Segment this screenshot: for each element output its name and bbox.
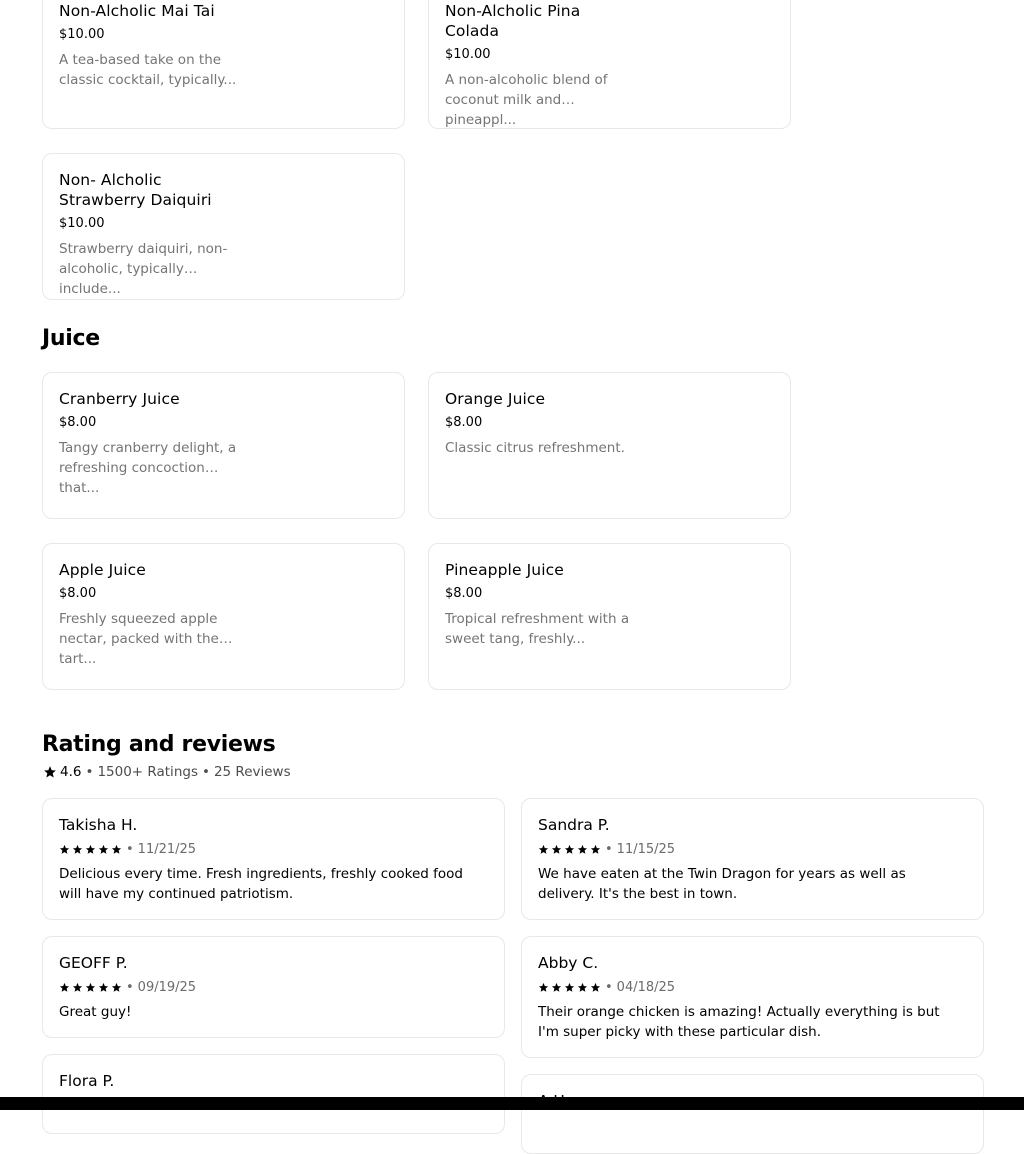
review-card[interactable] [521, 798, 984, 920]
menu-item-name: Orange Juice [445, 390, 546, 408]
review-text: Great guy! [59, 1004, 132, 1020]
review-date: 11/15/25 [616, 841, 676, 857]
star-icon [72, 982, 83, 993]
separator-dot: • [126, 841, 134, 857]
menu-item-name: Pineapple Juice [445, 561, 564, 579]
review-card[interactable] [42, 936, 505, 1038]
ratings-count: 1500+ Ratings [97, 764, 198, 780]
menu-item-price: $10.00 [59, 27, 105, 42]
review-meta [538, 978, 967, 996]
star-icon [538, 844, 549, 855]
menu-item-price: $8.00 [445, 586, 483, 601]
menu-item-price: $10.00 [445, 47, 491, 62]
menu-item-price: $8.00 [59, 586, 97, 601]
menu-item-card[interactable] [42, 372, 405, 519]
reviewer-name: Abby C. [538, 954, 599, 972]
reviewer-name: Sandra P. [538, 816, 610, 834]
menu-item-card[interactable] [428, 0, 791, 129]
reviewer-name: Flora P. [59, 1072, 115, 1090]
menu-item-name: Cranberry Juice [59, 390, 180, 408]
star-icon [59, 844, 70, 855]
review-card[interactable] [521, 936, 984, 1058]
menu-item-name: Non-Alcholic Mai Tai [59, 2, 215, 20]
star-icon [85, 982, 96, 993]
review-meta [59, 978, 488, 996]
menu-item-description: Freshly squeezed apple nectar, packed with the tart... [59, 611, 219, 667]
reviewer-name: GEOFF P. [59, 954, 128, 972]
review-card[interactable] [521, 1074, 984, 1154]
menu-item-card[interactable] [42, 153, 405, 300]
separator-dot: • [126, 979, 134, 995]
menu-item-card[interactable] [42, 543, 405, 690]
menu-item-card[interactable] [42, 0, 405, 129]
star-icon [577, 844, 588, 855]
menu-item-name: Apple Juice [59, 561, 146, 579]
review-stars [59, 844, 122, 855]
review-meta [538, 840, 967, 858]
separator-dot: • [85, 764, 94, 780]
review-text: Delicious every time. Fresh ingredients, freshly cooked food will have my continued patriotism. [59, 866, 463, 902]
star-icon [538, 982, 549, 993]
separator-dot: • [201, 764, 210, 780]
rating-score: 4.6 [60, 764, 82, 780]
menu-item-card[interactable] [428, 543, 791, 690]
menu-item-price: $8.00 [445, 415, 483, 430]
menu-item-description: Tangy cranberry delight, a refreshing concoction that... [59, 440, 237, 496]
review-text: Their orange chicken is amazing! Actually everything is but I'm super picky with these particular dish. [538, 1004, 940, 1040]
menu-item-description: Classic citrus refreshment. [445, 440, 625, 456]
review-date: 11/21/25 [137, 841, 197, 857]
star-icon [111, 844, 122, 855]
review-card[interactable] [42, 798, 505, 920]
reviews-count: 25 Reviews [213, 764, 291, 780]
star-icon [98, 844, 109, 855]
review-stars [538, 844, 601, 855]
star-icon [551, 982, 562, 993]
menu-item-name: Non- Alcholic Strawberry Daiquiri [59, 171, 212, 209]
star-icon [43, 765, 57, 779]
star-icon [72, 844, 83, 855]
review-date: 09/19/25 [137, 979, 197, 995]
star-icon [577, 982, 588, 993]
review-card[interactable] [42, 1054, 505, 1134]
menu-item-description: Tropical refreshment with a sweet tang, freshly... [445, 611, 630, 647]
section-title-juice: Juice [42, 326, 100, 351]
menu-item-price: $10.00 [59, 216, 105, 231]
review-stars [538, 982, 601, 993]
rating-summary [43, 762, 291, 782]
menu-item-description: Strawberry daiquiri, non-alcoholic, typically include... [59, 241, 228, 297]
bottom-bar [0, 1097, 1024, 1110]
menu-item-description: A non-alcoholic blend of coconut milk and pineappl... [445, 72, 608, 128]
star-icon [98, 982, 109, 993]
reviewer-name: Takisha H. [59, 816, 138, 834]
menu-item-description: A tea-based take on the classic cocktail, typically... [59, 52, 237, 88]
menu-item-name: Non-Alcholic Pina Colada [445, 2, 581, 40]
star-icon [564, 844, 575, 855]
section-title-ratings: Rating and reviews [42, 732, 276, 757]
separator-dot: • [605, 841, 613, 857]
star-icon [564, 982, 575, 993]
menu-item-price: $8.00 [59, 415, 97, 430]
star-icon [85, 844, 96, 855]
star-icon [590, 982, 601, 993]
review-date: 04/18/25 [616, 979, 676, 995]
review-meta [59, 840, 488, 858]
star-icon [551, 844, 562, 855]
star-icon [59, 982, 70, 993]
menu-item-card[interactable] [428, 372, 791, 519]
star-icon [590, 844, 601, 855]
separator-dot: • [605, 979, 613, 995]
review-stars [59, 982, 122, 993]
review-text: We have eaten at the Twin Dragon for years as well as delivery. It's the best in town. [538, 866, 906, 902]
star-icon [111, 982, 122, 993]
